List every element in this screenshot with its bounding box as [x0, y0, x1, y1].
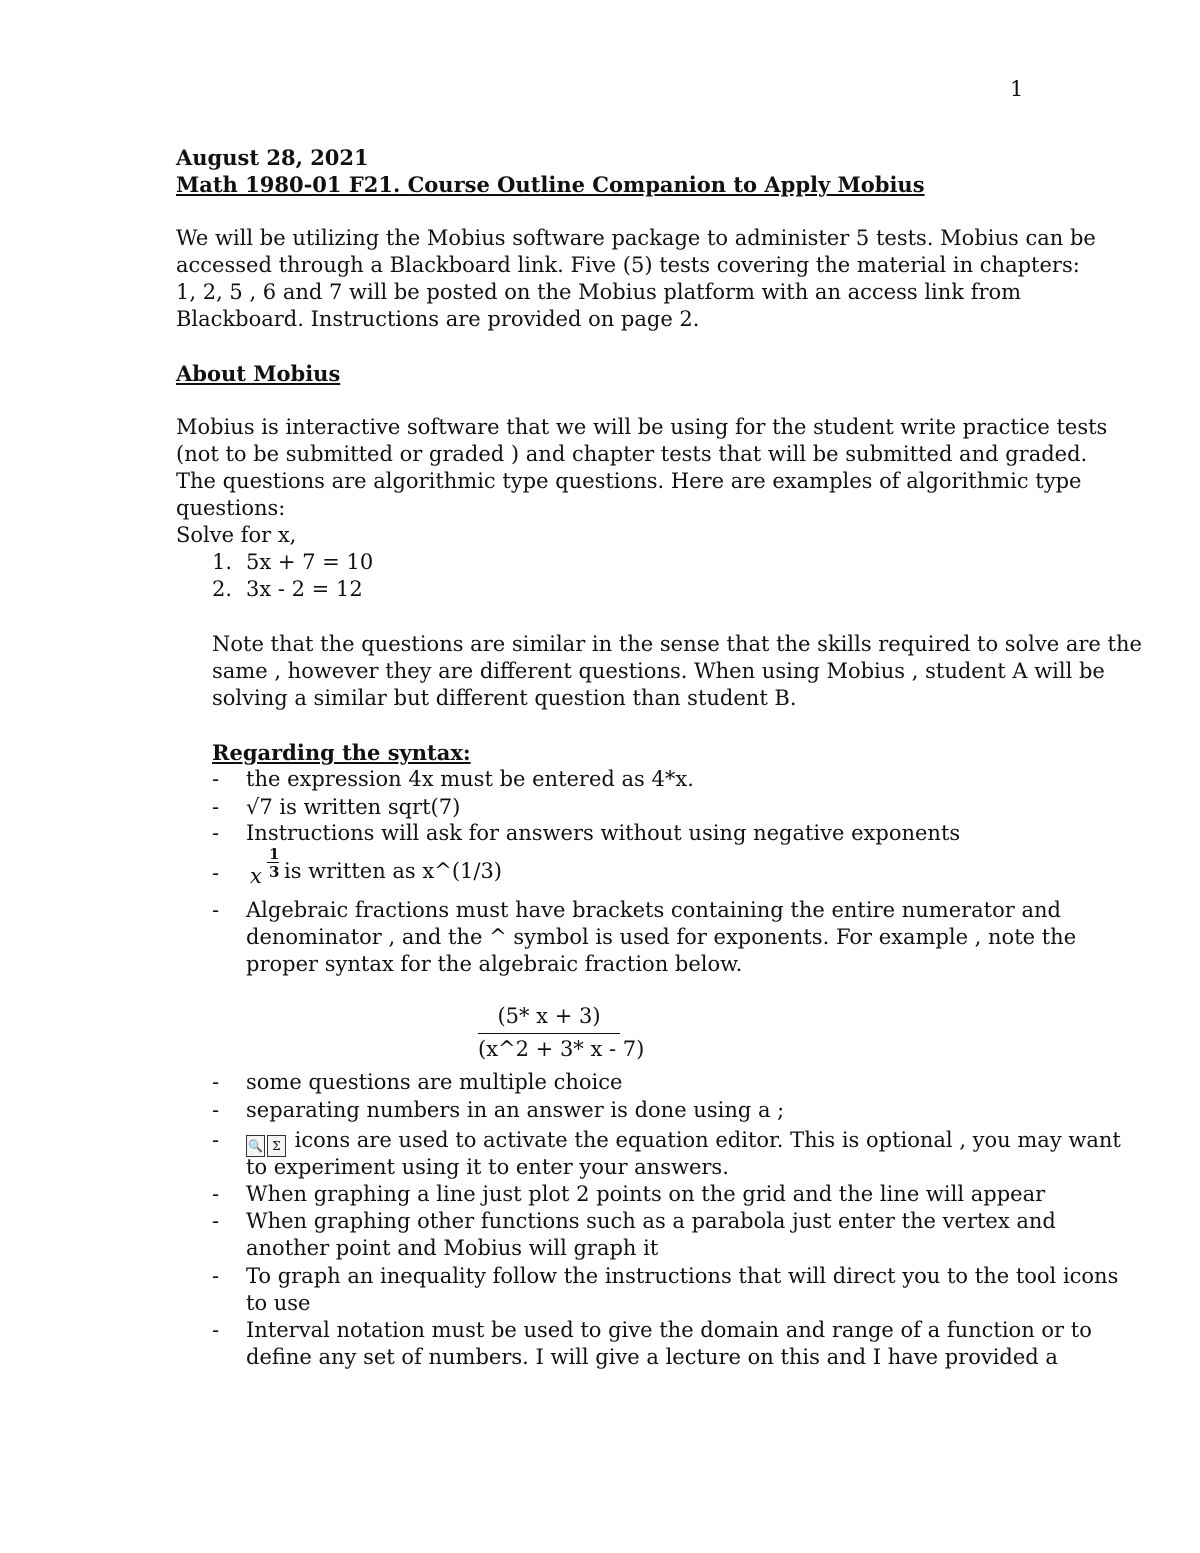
syntax-item-line: denominator , and the ^ symbol is used for exponents. For example , note the — [246, 925, 1077, 949]
syntax-item-line: Algebraic fractions must have brackets containing the entire numerator and — [246, 898, 1061, 922]
cube-root-notation — [248, 846, 284, 890]
about-line: Mobius is interactive software that we will be using for the student write practice tests — [176, 415, 1108, 439]
bullet-dash: - — [212, 1264, 220, 1288]
page-number: 1 — [1010, 77, 1024, 101]
syntax-item: When graphing a line just plot 2 points on the grid and the line will appear — [246, 1182, 1046, 1206]
document-date: August 28, 2021 — [176, 145, 369, 170]
bullet-dash: - — [212, 1070, 220, 1094]
bullet-dash: - — [212, 1209, 220, 1233]
fraction-numerator: (5* x + 3) — [497, 1004, 601, 1028]
syntax-item-line: To graph an inequality follow the instructions that will direct you to the tool icons — [246, 1264, 1119, 1288]
example-number: 2. — [212, 577, 233, 601]
intro-line: Blackboard. Instructions are provided on page 2. — [176, 307, 700, 331]
example-equation: 5x + 7 = 10 — [246, 550, 374, 574]
about-line: The questions are algorithmic type questions. Here are examples of algorithmic type — [176, 469, 1082, 493]
syntax-item-line — [246, 1127, 1121, 1157]
note-line: solving a similar but different question than student B. — [212, 686, 797, 710]
power-base: x — [250, 864, 262, 888]
syntax-item-text: icons are used to activate the equation editor. This is optional , you may want — [288, 1128, 1121, 1152]
syntax-item-line: another point and Mobius will graph it — [246, 1236, 659, 1260]
syntax-item-line: define any set of numbers. I will give a lecture on this and I have provided a — [246, 1345, 1058, 1369]
bullet-dash: - — [212, 1318, 220, 1342]
bullet-dash: - — [212, 795, 220, 819]
intro-line: accessed through a Blackboard link. Five (5) tests covering the material in chapters: — [176, 253, 1080, 277]
example-equation: 3x - 2 = 12 — [246, 577, 363, 601]
bullet-dash: - — [212, 898, 220, 922]
bullet-dash: - — [212, 821, 220, 845]
syntax-item: Instructions will ask for answers without using negative exponents — [246, 821, 961, 845]
bullet-dash: - — [212, 1098, 220, 1122]
syntax-item-line: Interval notation must be used to give the domain and range of a function or to — [246, 1318, 1092, 1342]
intro-line: 1, 2, 5 , 6 and 7 will be posted on the Mobius platform with an access link from — [176, 280, 1022, 304]
bullet-dash: - — [212, 861, 220, 885]
fraction-bar — [478, 1033, 620, 1034]
sigma-icon: Σ — [267, 1135, 286, 1157]
about-line: (not to be submitted or graded ) and chapter tests that will be submitted and graded. — [176, 442, 1088, 466]
syntax-item-line: When graphing other functions such as a parabola just enter the vertex and — [246, 1209, 1056, 1233]
example-number: 1. — [212, 550, 233, 574]
note-line: same , however they are different questions. When using Mobius , student A will be — [212, 659, 1105, 683]
exponent-denominator: 3 — [269, 863, 280, 881]
syntax-item: some questions are multiple choice — [246, 1070, 623, 1094]
syntax-heading: Regarding the syntax: — [212, 740, 471, 765]
exponent-numerator: 1 — [269, 845, 280, 863]
fraction-denominator: (x^2 + 3* x - 7) — [478, 1037, 645, 1061]
syntax-item-line: to experiment using it to enter your answers. — [246, 1155, 729, 1179]
syntax-item: separating numbers in an answer is done using a ; — [246, 1098, 785, 1122]
about-heading: About Mobius — [176, 361, 341, 386]
syntax-item-text: is written sqrt(7) — [272, 795, 461, 819]
bullet-dash: - — [212, 767, 220, 791]
bullet-dash: - — [212, 1182, 220, 1206]
intro-line: We will be utilizing the Mobius software package to administer 5 tests. Mobius can be — [176, 226, 1096, 250]
sqrt-symbol: √7 — [246, 795, 273, 819]
course-title: Math 1980-01 F21. Course Outline Companion to Apply Mobius — [176, 172, 925, 197]
syntax-item-line: to use — [246, 1291, 311, 1315]
syntax-item — [246, 794, 460, 821]
syntax-item: the expression 4x must be entered as 4*x. — [246, 767, 694, 791]
note-line: Note that the questions are similar in the sense that the skills required to solve are the — [212, 632, 1142, 656]
syntax-item-line: proper syntax for the algebraic fraction below. — [246, 952, 743, 976]
about-line: Solve for x, — [176, 523, 297, 547]
bullet-dash: - — [212, 1128, 220, 1152]
about-line: questions: — [176, 496, 286, 520]
magnifier-doc-icon: 🔍 — [246, 1135, 265, 1157]
syntax-item: is written as x^(1/3) — [284, 859, 502, 883]
